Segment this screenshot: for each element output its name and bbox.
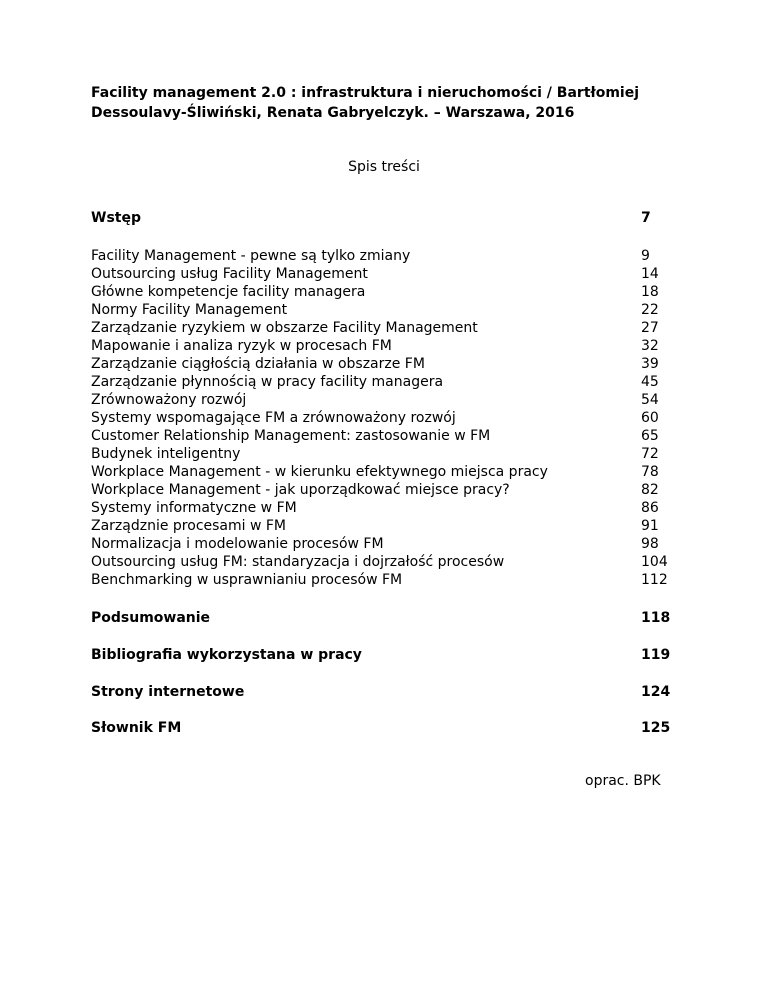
toc-entry-websites [91, 682, 681, 702]
toc-entry [91, 354, 681, 374]
toc-entry-page: 32 [641, 338, 659, 354]
toc-entry-page: 118 [641, 610, 671, 626]
toc-entry-page: 98 [641, 536, 659, 552]
toc-entry [91, 300, 681, 320]
toc-entry-page: 39 [641, 356, 659, 372]
toc-entry-intro [91, 208, 681, 228]
toc-entry-page: 86 [641, 500, 659, 516]
toc-entry-title: Outsourcing usług Facility Management [91, 266, 368, 282]
toc-entry-title: Zarządzanie ryzykiem w obszarze Facility Management [91, 320, 478, 336]
toc-entry-title: Podsumowanie [91, 610, 211, 626]
toc-entry-page: 112 [641, 572, 668, 588]
toc-entry-page: 54 [641, 392, 659, 408]
toc-entry [91, 570, 681, 590]
toc-entry-title: Normy Facility Management [91, 302, 288, 318]
toc-entry-title: Benchmarking w usprawnianiu procesów FM [91, 572, 403, 588]
toc-entry-page: 22 [641, 302, 659, 318]
toc-entry [91, 282, 681, 302]
toc-entry-title: Budynek inteligentny [91, 446, 241, 462]
toc-entry-title: Słownik FM [91, 720, 182, 736]
toc-entry-title: Systemy informatyczne w FM [91, 500, 297, 516]
toc-entry-title: Workplace Management - w kierunku efektywnego miejsca pracy [91, 464, 548, 480]
toc-entry [91, 426, 681, 446]
toc-entry [91, 264, 681, 284]
toc-entry [91, 390, 681, 410]
toc-entry-page: 82 [641, 482, 659, 498]
toc-entry [91, 462, 681, 482]
toc-entry-page: 72 [641, 446, 659, 462]
toc-entry-title: Workplace Management - jak uporządkować miejsce pracy? [91, 482, 510, 498]
header-line-2: Dessoulavy-Śliwiński, Renata Gabryelczyk. – Warszawa, 2016 [91, 105, 575, 121]
toc-entry-title: Strony internetowe [91, 684, 245, 700]
toc-entry-bibliography [91, 645, 681, 665]
toc-entry [91, 408, 681, 428]
toc-entry [91, 444, 681, 464]
toc-entry-page: 18 [641, 284, 659, 300]
toc-entry-title: Zarządzanie ciągłością działania w obszarze FM [91, 356, 425, 372]
toc-entry-page: 104 [641, 554, 668, 570]
toc-entry [91, 480, 681, 500]
toc-entry [91, 318, 681, 338]
toc-entry-title: Główne kompetencje facility managera [91, 284, 366, 300]
toc-entry-title: Zarządzanie płynnością w pracy facility managera [91, 374, 444, 390]
toc-entry [91, 498, 681, 518]
toc-entry [91, 516, 681, 536]
toc-entry-page: 65 [641, 428, 659, 444]
toc-entry-page: 124 [641, 684, 671, 700]
toc-entry [91, 336, 681, 356]
toc-entry-page: 9 [641, 248, 650, 264]
toc-entry-title: Mapowanie i analiza ryzyk w procesach FM [91, 338, 392, 354]
table-of-contents-title: Spis treści [348, 159, 420, 175]
toc-entry-title: Normalizacja i modelowanie procesów FM [91, 536, 384, 552]
toc-entry-title: Bibliografia wykorzystana w pracy [91, 647, 362, 663]
toc-entry-title: Customer Relationship Management: zastosowanie w FM [91, 428, 491, 444]
toc-entry-title: Systemy wspomagające FM a zrównoważony rozwój [91, 410, 456, 426]
toc-entry [91, 552, 681, 572]
toc-entry-page: 125 [641, 720, 671, 736]
toc-entry-title: Wstęp [91, 210, 141, 226]
bibliographic-header [91, 83, 691, 123]
toc-entry-page: 7 [641, 210, 651, 226]
toc-entry-page: 91 [641, 518, 659, 534]
toc-entry [91, 372, 681, 392]
toc-entry-summary [91, 608, 681, 628]
toc-entry-page: 27 [641, 320, 659, 336]
toc-entry-page: 119 [641, 647, 671, 663]
toc-entry [91, 534, 681, 554]
toc-entry-page: 60 [641, 410, 659, 426]
toc-entry-glossary [91, 718, 681, 738]
toc-entry-title: Zrównoważony rozwój [91, 392, 247, 408]
toc-entry-page: 45 [641, 374, 659, 390]
toc-entry [91, 246, 681, 266]
toc-entry-page: 78 [641, 464, 659, 480]
header-line-1: Facility management 2.0 : infrastruktura i nieruchomości / Bartłomiej [91, 85, 640, 101]
toc-entry-title: Outsourcing usług FM: standaryzacja i dojrzałość procesów [91, 554, 505, 570]
toc-entry-title: Zarządznie procesami w FM [91, 518, 287, 534]
toc-entry-page: 14 [641, 266, 659, 282]
prepared-by-note: oprac. BPK [585, 773, 661, 789]
toc-entry-title: Facility Management - pewne są tylko zmiany [91, 248, 411, 264]
